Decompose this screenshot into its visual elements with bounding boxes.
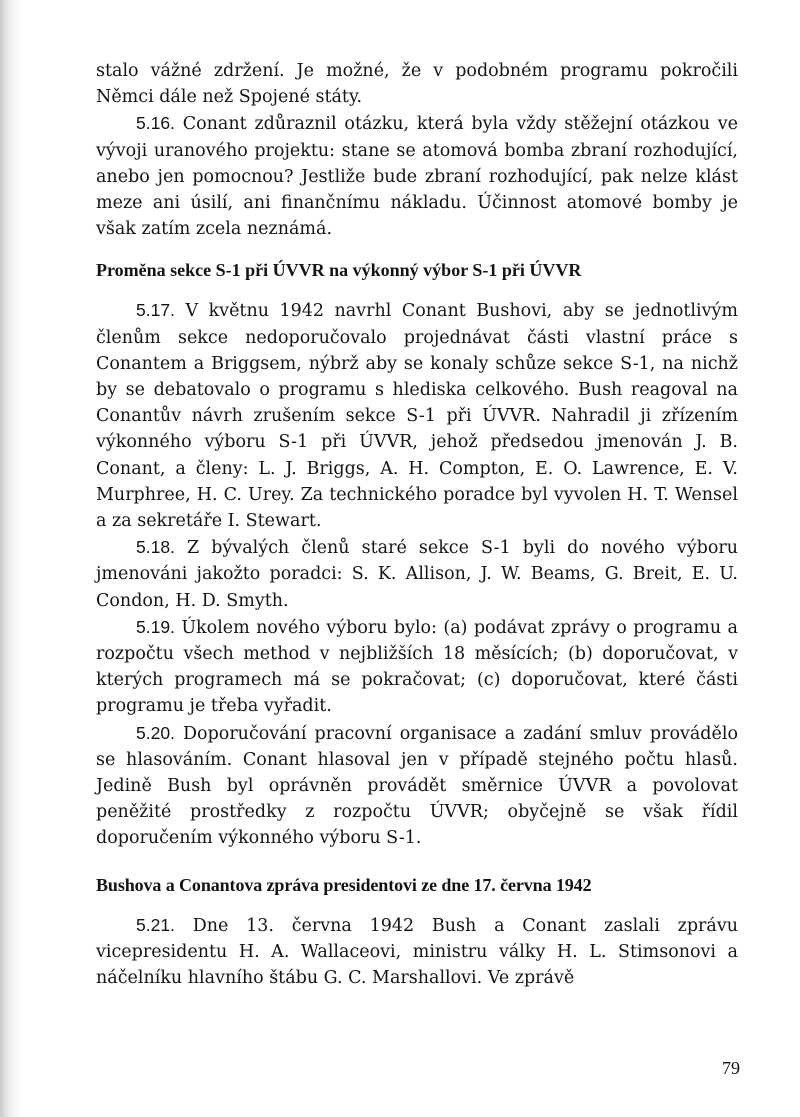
- section-heading: Bushova a Conantova zpráva presidentovi ze dne 17. června 1942: [96, 874, 592, 895]
- paragraph-number: 5.17.: [136, 300, 175, 321]
- paragraph-text: Dne 13. června 1942 Bush a Conant zaslali zprávu vicepresidentu H. A. Wallaceovi, ministru války H. L. Stimsonovi a náčelníku hlavního štábu G. C. Marshallovi. Ve zprávě: [96, 915, 738, 989]
- paragraph-number: 5.16.: [136, 113, 175, 134]
- paragraph-text: Conant zdůraznil otázku, která byla vždy stěžejní otázkou ve vývoji uranového projektu: stane se atomová bomba zbraní rozhodující, anebo jen pomocnou? Jestliže bude zbraní rozhodující, pak nelze klást meze ani úsilí, ani finančnímu nákladu. Účinnost atomové bomby je však zatím zcela neznámá.: [96, 114, 738, 240]
- scan-edge-shadow: [0, 0, 24, 1117]
- paragraph-intro: stalo vážné zdržení. Je možné, že v podobném programu pokročili Němci dále než Spojené státy.: [96, 61, 738, 108]
- page-number: 79: [722, 1058, 740, 1078]
- paragraph-number: 5.21.: [136, 914, 175, 935]
- paragraph-number: 5.19.: [136, 616, 175, 637]
- paragraph-text: Doporučování pracovní organisace a zadání smluv provádělo se hlasováním. Conant hlasoval jen v případě stejného počtu hlasů. Jedině Bush byl oprávněn provádět směrnice ÚVVR a povolovat peněžité prostředky z rozpočtu ÚVVR; obyčejně se však řídil doporučením výkonného výboru S-1.: [96, 723, 738, 849]
- paragraph-5-21: [96, 912, 738, 992]
- paragraph-number: 5.20.: [136, 722, 175, 743]
- book-page: [96, 58, 738, 991]
- paragraph-number: 5.18.: [136, 537, 175, 558]
- paragraph-5-20: [96, 720, 738, 852]
- section-heading: Proměna sekce S-1 při ÚVVR na výkonný výbor S-1 při ÚVVR: [96, 260, 582, 281]
- paragraph-text: V květnu 1942 navrhl Conant Bushovi, aby se jednotlivým členům sekce nedoporučovalo projednávat části vlastní práce s Conantem a Briggsem, nýbrž aby se konaly schůze sekce S-1, na nichž by se debatovalo o programu s hlediska celkového. Bush reagoval na Conantův návrh zrušením sekce S-1 při ÚVVR. Nahradil ji zřízením výkonného výboru S-1 při ÚVVR, jehož předsedou jmenován J. B. Conant, a členy: L. J. Briggs, A. H. Compton, E. O. Lawrence, E. V. Murphree, H. C. Urey. Za technického poradce byl vyvolen H. T. Wensel a za sekretáře I. Stewart.: [96, 301, 738, 532]
- paragraph-5-16: [96, 110, 738, 242]
- paragraph-5-18: [96, 534, 738, 614]
- paragraph-5-17: [96, 297, 738, 534]
- paragraph-5-19: [96, 614, 738, 720]
- paragraph-text: Úkolem nového výboru bylo: (a) podávat zprávy o programu a rozpočtu všech method v nejbližších 18 měsících; (b) doporučovat, v kterých programech má se pokračovat; (c) doporučovat, které části programu je třeba vyřadit.: [96, 617, 738, 717]
- paragraph-text: Z bývalých členů staré sekce S-1 byli do nového výboru jmenováni jakožto poradci: S. K. Allison, J. W. Beams, G. Breit, E. U. Condon, H. D. Smyth.: [96, 538, 738, 611]
